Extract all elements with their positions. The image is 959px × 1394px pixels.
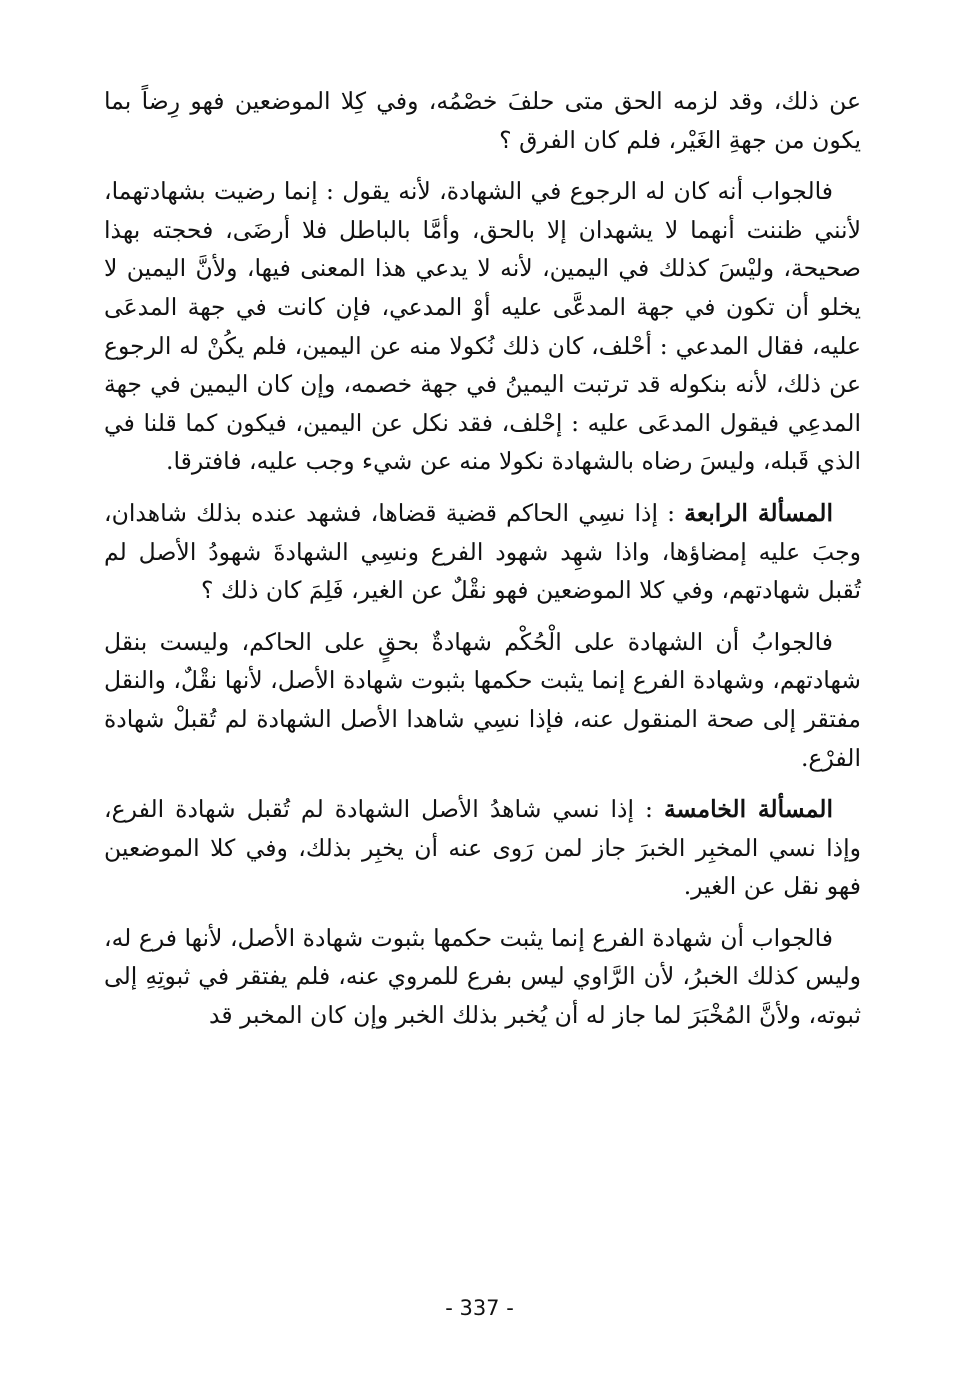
section-heading: المسألة الخامسة [663,795,833,824]
paragraph-answer [104,919,861,1035]
paragraph-continuation [104,82,861,159]
paragraph-text: فالجواب أنه كان له الرجوع في الشهادة، لأنه يقول : إنما رضيت بشهادتهما، لأنني ظننت أنهما لا يشهدان إلا بالحق، وأمَّا بالباطل فلا أرضَى، فحجته بهذا صحيحة، وليْسَ كذلك في اليمين، لأنه لا يدعي هذا المعنى فيها، ولأنَّ اليمين لا يخلو أن تكون في جهة المدعَّى عليه أوْ المدعي، فإن كانت في جهة المدعَى عليه، فقال المدعي : أحْلف، كان ذلك نُكولا منه عن اليمين، فلم يكُنْ له الرجوع عن ذلك، لأنه بنكوله قد ترتبت اليمينُ في جهة خصمه، وإن كان اليمين في جهة المدعِي فيقول المدعَى عليه : إحْلف، فقد نكل عن اليمين، فيكون كما قلنا في الذي قَبله، وليسَ رضاه بالشهادة نكولا منه عن شيء وجب عليه، فافترقا. [104,177,861,476]
paragraph-answer [104,623,861,777]
paragraph-question-5 [104,790,861,906]
page-number: - 337 - [445,1296,514,1320]
paragraph-question-4 [104,494,861,610]
body-text [104,82,861,1048]
paragraph-text: عن ذلك، وقد لزمه الحق متى حلفَ خصْمُه، وفي كِلا الموضعين فهو رِضاً بما يكون من جهةِ الغَيْر، فلم كان الفرق ؟ [104,87,861,154]
paragraph-answer [104,172,861,481]
paragraph-text: : إذا نسي شاهدُ الأصل الشهادة لم تُقبل شهادة الفرع، وإذا نسي المخبِر الخبرَ جاز لمن رَوى عنه أن يخبِر بذلك، وفي كلا الموضعين فهو نقل عن الغير. [104,795,861,901]
paragraph-text: فالجواب أن شهادة الفرع إنما يثبت حكمها بثبوت شهادة الأصل، لأنها فرع له، وليس كذلك الخبرُ، لأن الرَّاوي ليس بفرع للمروي عنه، فلم يفتقر في ثبوتِهِ إلى ثبوته، ولأنَّ المُخْبَرَ لما جاز له أن يُخبر بذلك الخبر وإن كان المخبر قد [104,923,861,1030]
section-heading: المسألة الرابعة [684,498,833,527]
paragraph-text: فالجوابُ أن الشهادة على الْحُكْم شهادةٌ بحقٍ على الحاكم، وليست بنقل شهادتهم، وشهادة الفرع إنما يثبت حكمها بثبوت شهادة الأصل، لأنها نقْلٌ، والنقل مفتقر إلى صحة المنقول عنه، فإذا نسِي شاهدا الأصل الشهادة لم تُقبلْ شهادة الفرْع. [104,627,861,772]
paragraph-text: : إذا نسِي الحاكم قضية قضاها، فشهد عنده بذلك شاهدان، وجبَ عليه إمضاؤها، واذا شهِد شهود الفرع ونسِي الشهادةَ شهودُ الأصل لم تُقبل شهادتهم، وفي كلا الموضعين فهو نقْلٌ عن الغير، فَلِمَ كان ذلك ؟ [104,498,861,605]
